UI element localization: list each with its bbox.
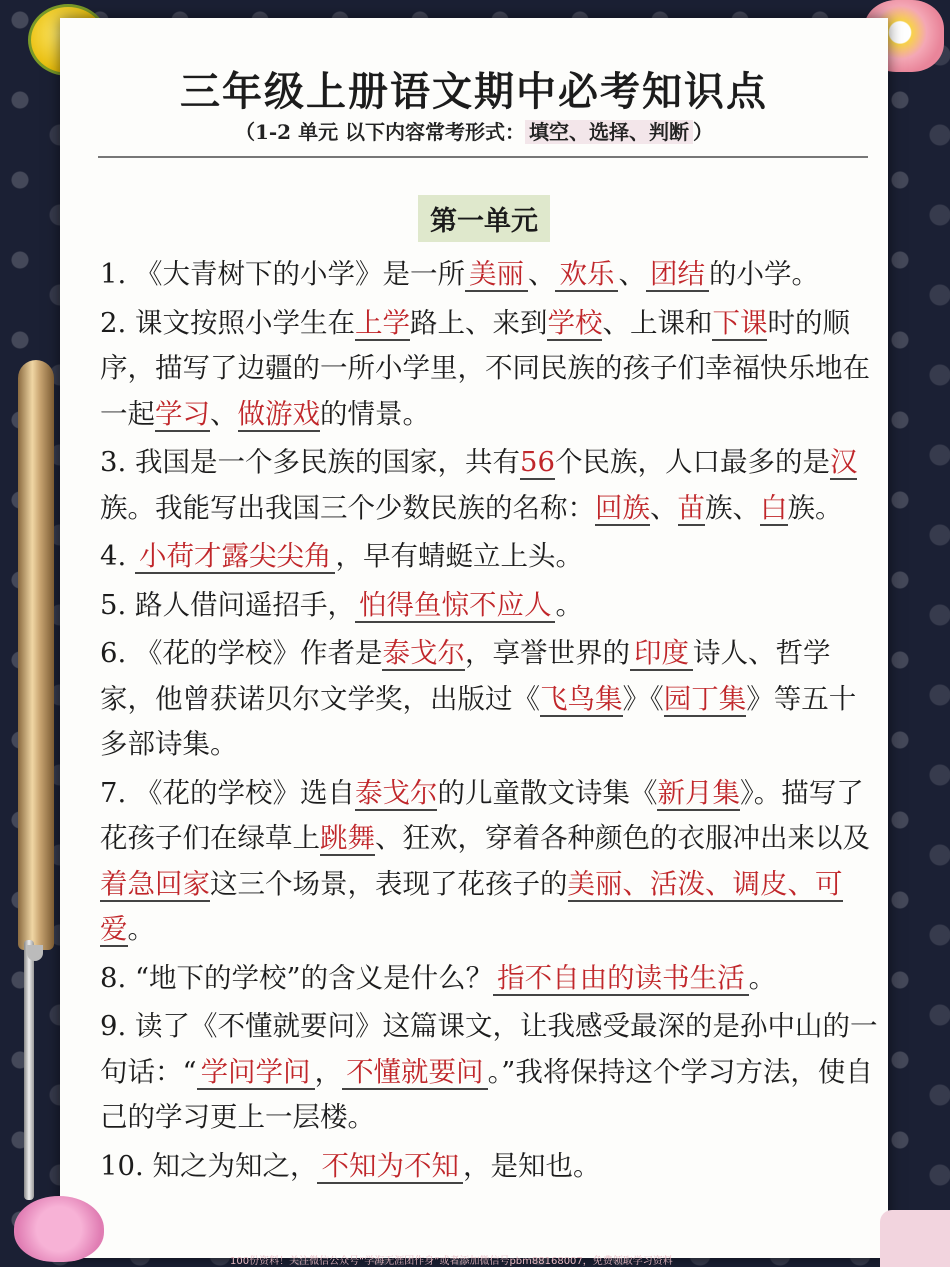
question-text: ，是知也。 — [462, 1149, 601, 1182]
answer-blank: 学校 — [547, 306, 603, 339]
answer-blank: 上学 — [354, 306, 410, 339]
question-text: ，早有蜻蜓立上头。 — [335, 540, 583, 572]
answer-blank: 白 — [760, 491, 788, 524]
question-text: 7. 《花的学校》选自 — [100, 776, 355, 809]
answer-blank: 美丽、活泼、调皮、可爱 — [100, 867, 843, 945]
question-text: 、 — [527, 258, 556, 290]
answer-blank: 美丽 — [465, 258, 528, 292]
question-text: 族。 — [787, 491, 843, 524]
question-text: 》等五十多部诗集。 — [100, 682, 857, 760]
question-text: 的小学。 — [708, 258, 819, 290]
pen-tip — [27, 945, 43, 961]
page-subtitle — [60, 116, 888, 145]
pen-clip — [24, 940, 34, 1200]
document-paper — [60, 18, 888, 1258]
question-text: 这三个场景，表现了花孩子的 — [210, 867, 568, 900]
question-item-2 — [100, 301, 880, 438]
question-text: 8. “地下的学校”的含义是什么？ — [100, 961, 494, 994]
question-text: 、 — [210, 397, 238, 430]
question-text: 。 — [555, 588, 583, 621]
answer-blank: 不知为不知 — [317, 1150, 463, 1184]
question-item-8 — [100, 956, 880, 1002]
subtitle-suffix: ） — [693, 120, 714, 144]
answer-blank: 印度 — [630, 637, 693, 671]
question-text: 、 — [618, 258, 646, 290]
question-item-9 — [100, 1004, 880, 1141]
subtitle-highlight: 填空、选择、判断 — [525, 120, 693, 144]
question-text: 6. 《花的学校》作者是 — [100, 637, 383, 669]
question-text: 9. 读了《不懂就要问》这篇课文，让我感受最深的是孙中山的一句话：“ — [100, 1010, 878, 1088]
question-item-6 — [100, 631, 880, 768]
question-item-1 — [100, 252, 880, 298]
question-text: 10. 知之为知之， — [100, 1149, 318, 1182]
page-title: 三年级上册语文期中必考知识点 — [180, 68, 768, 115]
pen-decoration — [18, 360, 54, 950]
question-text: 的情景。 — [320, 397, 430, 430]
answer-blank: 指不自由的读书生活 — [493, 962, 749, 996]
answer-blank: 56 — [519, 446, 555, 478]
answer-blank: 泰戈尔 — [382, 637, 465, 669]
question-text: 4. — [100, 540, 135, 572]
question-item-3 — [100, 440, 880, 531]
divider-line — [98, 156, 868, 158]
question-text: 。 — [127, 913, 155, 945]
subtitle-prefix: （1-2 单元 以下内容常考形式： — [234, 120, 526, 144]
answer-blank: 新月集 — [657, 776, 740, 809]
question-text: 路上、来到 — [409, 306, 548, 339]
answer-blank: 回族 — [595, 491, 650, 524]
answer-blank: 团结 — [646, 258, 709, 292]
footer-watermark-text: 100份资料！关注微信公众号“学海无涯团作身”或者添加微信号pbm88168007，免费领取学习资料 — [230, 1256, 673, 1266]
question-text: 3. 我国是一个多民族的国家，共有 — [100, 446, 520, 478]
cake-toy-decoration-bottom — [880, 1210, 950, 1267]
answer-blank: 欢乐 — [555, 258, 618, 292]
question-text: 、上课和 — [602, 306, 713, 339]
unit-heading: 第一单元 — [418, 195, 550, 242]
question-text: 1. 《大青树下的小学》是一所 — [100, 258, 465, 290]
answer-blank: 学问学问 — [197, 1056, 315, 1090]
question-item-5 — [100, 583, 880, 629]
answer-blank: 汉 — [829, 446, 858, 478]
answer-blank: 园丁集 — [663, 682, 747, 715]
question-text: 2. 课文按照小学生在 — [100, 306, 355, 339]
question-text: 诗人、哲学家，他曾获诺贝尔文学奖，出版过《 — [100, 637, 831, 715]
answer-blank: 飞鸟集 — [540, 682, 623, 715]
question-text: ，享誉世界的 — [464, 637, 630, 669]
question-text: 的儿童散文诗集《 — [437, 776, 658, 809]
question-text: 、 — [650, 491, 678, 524]
answer-blank: 学习 — [155, 397, 210, 430]
question-text: ， — [314, 1055, 343, 1088]
answer-blank: 苗 — [677, 491, 705, 524]
question-text: 个民族，人口最多的是 — [554, 446, 830, 478]
question-text: 族、 — [705, 491, 760, 524]
answer-blank: 跳舞 — [320, 822, 375, 854]
question-item-4 — [100, 534, 880, 580]
answer-blank: 不懂就要问 — [342, 1056, 488, 1090]
answer-blank: 下课 — [712, 306, 768, 339]
question-text: 时的顺序，描写了边疆的一所小学里，不同民族的孩子们幸福快乐地在一起 — [100, 306, 870, 430]
question-text: 。 — [748, 961, 777, 994]
question-text: 。”我将保持这个学习方法，使自己的学习更上一层楼。 — [100, 1055, 873, 1133]
bow-toy-decoration — [14, 1196, 104, 1262]
question-text: 、狂欢，穿着各种颜色的衣服冲出来以及 — [375, 822, 870, 854]
question-item-10 — [100, 1144, 880, 1190]
answer-blank: 做游戏 — [237, 397, 320, 430]
answer-blank: 泰戈尔 — [354, 776, 438, 809]
answer-blank: 怕得鱼惊不应人 — [355, 589, 556, 623]
question-text: 族。我能写出我国三个少数民族的名称： — [100, 491, 595, 524]
answer-blank: 着急回家 — [100, 867, 210, 900]
answer-blank: 小荷才露尖尖角 — [135, 540, 336, 574]
question-text: 》。描写了花孩子们在绿草上 — [100, 776, 864, 854]
question-item-7 — [100, 771, 880, 953]
question-text: 》《 — [622, 682, 664, 715]
question-list — [100, 252, 880, 1192]
question-text: 5. 路人借问遥招手， — [100, 588, 355, 621]
